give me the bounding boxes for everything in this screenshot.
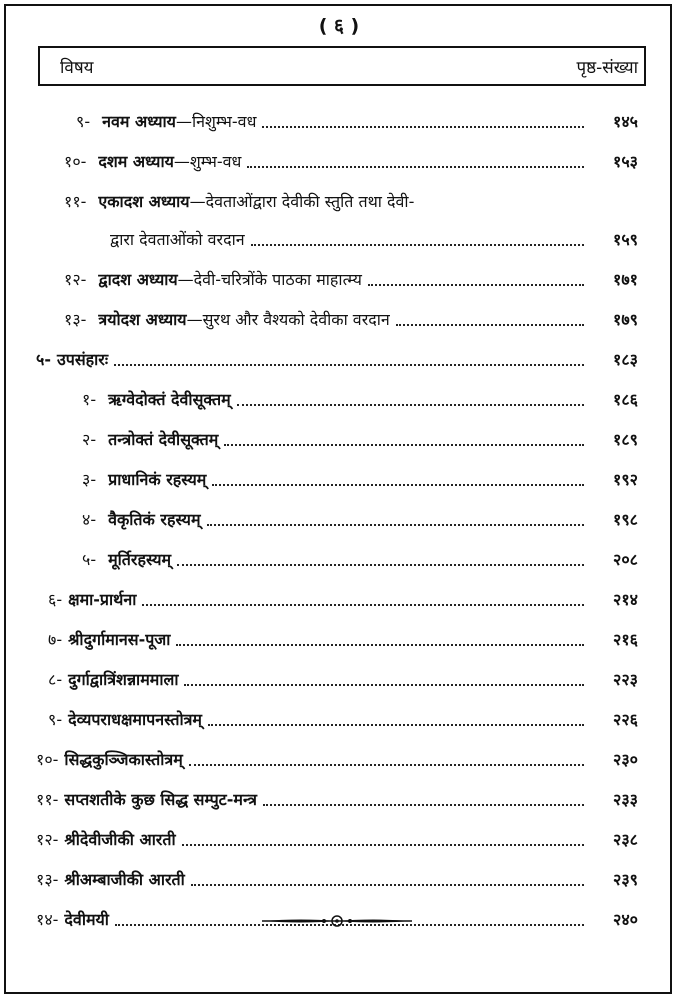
entry-number: ६- — [48, 590, 63, 609]
entry-number: ३- — [82, 470, 97, 489]
entry-number: १४- — [36, 910, 59, 929]
entry-title: द्वारा देवताओंको वरदान — [110, 230, 245, 249]
entry-number: ५- — [82, 550, 97, 569]
entry-title: दुर्गाद्वात्रिंशन्नाममाला — [68, 670, 179, 689]
chapter-name: द्वादश अध्याय — [98, 270, 178, 289]
entry-title — [86, 310, 389, 330]
toc-entry — [48, 656, 638, 690]
entry-page: २४० — [613, 910, 638, 929]
dot-leader — [142, 603, 584, 606]
chapter-name: एकादश अध्याय — [98, 192, 190, 211]
chapter-name: त्रयोदश अध्याय — [98, 310, 187, 329]
entry-number: १०- — [64, 152, 87, 171]
toc-entry — [64, 178, 638, 212]
toc-entry — [82, 496, 638, 530]
entry-number: ८- — [48, 670, 63, 689]
toc-entry — [82, 456, 638, 490]
entry-title: ऋग्वेदोक्तं देवीसूक्तम् — [108, 390, 231, 409]
entry-title: उपसंहारः — [56, 350, 109, 369]
entry-title: क्षमा-प्रार्थना — [68, 590, 137, 609]
entry-title: देवीमयी — [64, 910, 109, 929]
entry-title: श्रीदेवीजीकी आरती — [64, 830, 176, 849]
entry-page: २२६ — [613, 710, 638, 729]
toc-entry — [36, 856, 638, 890]
entry-title: सप्तशतीके कुछ सिद्ध सम्पुट-मन्त्र — [64, 790, 257, 809]
dot-leader — [224, 443, 584, 446]
chapter-subject: —देवताओंद्वारा देवीकी स्तुति तथा देवी- — [189, 192, 415, 211]
page-number: ( ६ ) — [318, 15, 360, 37]
toc-entry-continuation — [110, 216, 638, 250]
header-subject-label: विषय — [60, 57, 94, 78]
entry-page: २३८ — [613, 830, 638, 849]
entry-number: १०- — [36, 750, 59, 769]
toc-entry — [64, 256, 638, 290]
toc-entry — [64, 138, 638, 172]
entry-page: २१६ — [613, 630, 638, 649]
entry-page: १५३ — [613, 152, 638, 171]
toc-entry — [48, 696, 638, 730]
entry-number: ४- — [82, 510, 97, 529]
dot-leader — [177, 563, 584, 566]
entry-title: श्रीदुर्गामानस-पूजा — [68, 630, 171, 649]
entry-number: १३- — [64, 310, 87, 329]
entry-page: १९८ — [613, 510, 638, 529]
entry-title: वैकृतिकं रहस्यम् — [108, 510, 201, 529]
dot-leader — [208, 723, 584, 726]
toc-entry — [48, 616, 638, 650]
entry-number: १२- — [64, 270, 87, 289]
toc-entry — [82, 416, 638, 450]
entry-page: २२३ — [613, 670, 638, 689]
toc-entry — [76, 98, 638, 132]
toc-entry — [36, 816, 638, 850]
entry-page: १७१ — [613, 270, 638, 289]
entry-page: १८९ — [613, 430, 638, 449]
dot-leader — [212, 483, 584, 486]
dot-leader — [176, 643, 584, 646]
dot-leader — [396, 323, 584, 326]
entry-page: १८६ — [613, 390, 638, 409]
entry-page: २३० — [613, 750, 638, 769]
entry-number: ५- — [36, 350, 51, 369]
dot-leader — [207, 523, 584, 526]
entry-page: १८३ — [613, 350, 638, 369]
toc-entry — [36, 776, 638, 810]
entry-page: १९२ — [613, 470, 638, 489]
entry-number: ११- — [64, 192, 87, 211]
ornament-divider — [262, 912, 412, 930]
dot-leader — [191, 883, 584, 886]
chapter-subject: —निशुम्भ-वध — [175, 112, 257, 131]
entry-number: ९- — [48, 710, 63, 729]
dot-leader — [237, 403, 584, 406]
chapter-subject: —सुरथ और वैश्यको देवीका वरदान — [186, 310, 390, 329]
entry-page: १७९ — [613, 310, 638, 329]
toc-entry — [36, 736, 638, 770]
entry-page: १४५ — [613, 112, 638, 131]
entry-title — [86, 152, 241, 172]
entry-number: ७- — [48, 630, 63, 649]
dot-leader — [251, 243, 584, 246]
entry-page: २३३ — [613, 790, 638, 809]
toc-entry — [64, 296, 638, 330]
dot-leader — [184, 683, 584, 686]
toc-entry — [82, 536, 638, 570]
entry-title — [86, 270, 361, 290]
entry-title: श्रीअम्बाजीकी आरती — [64, 870, 185, 889]
dot-leader — [114, 363, 584, 366]
entry-title: देव्यपराधक्षमापनस्तोत्रम् — [68, 710, 202, 729]
entry-number: ९- — [76, 112, 91, 131]
dot-leader — [189, 763, 584, 766]
entry-title — [86, 192, 414, 212]
toc-header — [38, 46, 646, 86]
entry-number: १- — [82, 390, 97, 409]
entry-title: सिद्धकुञ्जिकास्तोत्रम् — [64, 750, 183, 769]
header-page-count-label: पृष्ठ-संख्या — [576, 57, 638, 78]
dot-leader — [263, 803, 584, 806]
entry-page: २३९ — [613, 870, 638, 889]
toc-entry — [36, 336, 638, 370]
dot-leader — [368, 283, 584, 286]
entry-number: २- — [82, 430, 97, 449]
entry-title: तन्त्रोक्तं देवीसूक्तम् — [108, 430, 219, 449]
toc-entry — [48, 576, 638, 610]
entry-number: १२- — [36, 830, 59, 849]
entry-page: १५९ — [613, 230, 638, 249]
entry-number: ११- — [36, 790, 59, 809]
entry-title — [90, 112, 256, 132]
dot-leader — [247, 165, 584, 168]
chapter-name: नवम अध्याय — [102, 112, 176, 131]
entry-page: २०८ — [613, 550, 638, 569]
entry-title: प्राधानिकं रहस्यम् — [108, 470, 207, 489]
toc-entry — [82, 376, 638, 410]
chapter-subject: —देवी-चरित्रोंके पाठका माहात्म्य — [177, 270, 362, 289]
entry-page: २१४ — [613, 590, 638, 609]
entry-title: मूर्तिरहस्यम् — [108, 550, 172, 569]
dot-leader — [182, 843, 584, 846]
chapter-subject: —शुम्भ-वध — [173, 152, 242, 171]
entry-number: १३- — [36, 870, 59, 889]
dot-leader — [262, 125, 584, 128]
chapter-name: दशम अध्याय — [98, 152, 174, 171]
